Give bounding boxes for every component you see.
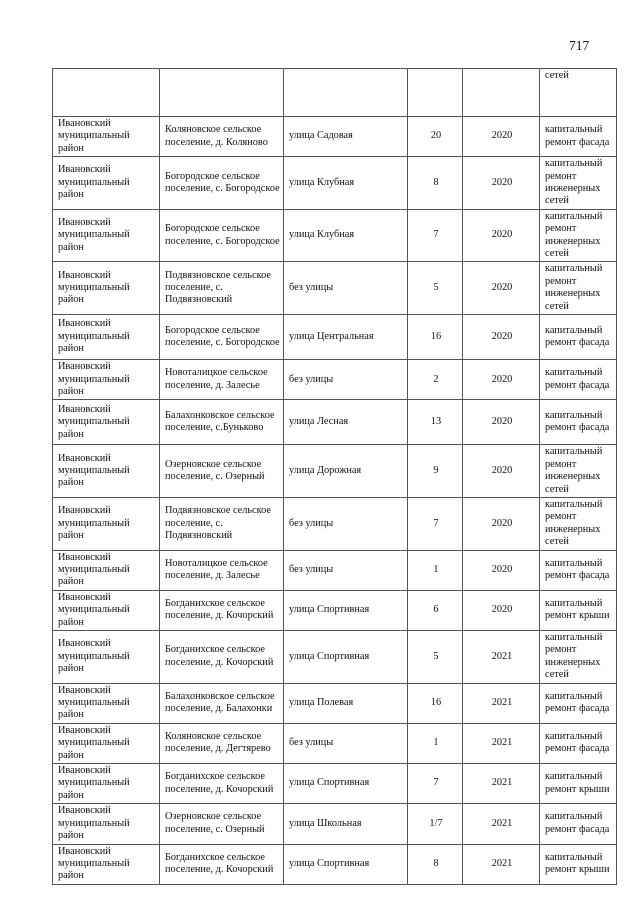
- table-row: [53, 360, 617, 400]
- house-number-cell: 13: [408, 400, 463, 445]
- street-cell: улица Спортивная: [284, 631, 408, 684]
- street-cell: улица Спортивная: [284, 844, 408, 884]
- street-cell: без улицы: [284, 262, 408, 315]
- street-cell: улица Полевая: [284, 683, 408, 723]
- table-row: [53, 764, 617, 804]
- settlement-cell: Подвязновское сельское поселение, с. Подвязновский: [160, 497, 284, 550]
- work-type-cell: капитальный ремонт инженерных сетей: [540, 631, 617, 684]
- year-cell: 2020: [463, 497, 540, 550]
- work-type-cell: капитальный ремонт инженерных сетей: [540, 157, 617, 210]
- house-number-cell: 7: [408, 209, 463, 262]
- district-cell: Ивановский муниципальный район: [53, 445, 160, 498]
- year-cell: 2021: [463, 804, 540, 844]
- work-type-cell: капитальный ремонт фасада: [540, 360, 617, 400]
- street-cell: без улицы: [284, 497, 408, 550]
- house-number-cell: 7: [408, 764, 463, 804]
- district-cell: Ивановский муниципальный район: [53, 360, 160, 400]
- table-row: [53, 804, 617, 844]
- house-number-cell: [408, 69, 463, 117]
- settlement-cell: [160, 69, 284, 117]
- district-cell: Ивановский муниципальный район: [53, 804, 160, 844]
- year-cell: 2020: [463, 445, 540, 498]
- work-type-cell: капитальный ремонт крыши: [540, 590, 617, 630]
- house-number-cell: 6: [408, 590, 463, 630]
- year-cell: 2020: [463, 360, 540, 400]
- street-cell: без улицы: [284, 723, 408, 763]
- work-type-cell: капитальный ремонт фасада: [540, 117, 617, 157]
- district-cell: Ивановский муниципальный район: [53, 262, 160, 315]
- work-type-cell: капитальный ремонт фасада: [540, 315, 617, 360]
- settlement-cell: Подвязновское сельское поселение, с. Подвязновский: [160, 262, 284, 315]
- work-type-cell: капитальный ремонт крыши: [540, 844, 617, 884]
- settlement-cell: Богданихское сельское поселение, д. Кочорский: [160, 590, 284, 630]
- work-type-cell: капитальный ремонт инженерных сетей: [540, 209, 617, 262]
- year-cell: 2021: [463, 723, 540, 763]
- year-cell: 2021: [463, 631, 540, 684]
- work-type-cell: капитальный ремонт инженерных сетей: [540, 445, 617, 498]
- table-row: [53, 69, 617, 117]
- district-cell: Ивановский муниципальный район: [53, 723, 160, 763]
- street-cell: улица Клубная: [284, 157, 408, 210]
- work-type-cell: капитальный ремонт фасада: [540, 400, 617, 445]
- district-cell: Ивановский муниципальный район: [53, 631, 160, 684]
- street-cell: улица Лесная: [284, 400, 408, 445]
- settlement-cell: Богданихское сельское поселение, д. Кочорский: [160, 844, 284, 884]
- year-cell: 2020: [463, 590, 540, 630]
- work-type-cell: сетей: [540, 69, 617, 117]
- work-type-cell: капитальный ремонт фасада: [540, 550, 617, 590]
- house-number-cell: 1: [408, 550, 463, 590]
- settlement-cell: Балахонковское сельское поселение, д. Балахонки: [160, 683, 284, 723]
- house-number-cell: 5: [408, 631, 463, 684]
- district-cell: Ивановский муниципальный район: [53, 764, 160, 804]
- district-cell: Ивановский муниципальный район: [53, 315, 160, 360]
- house-number-cell: 8: [408, 844, 463, 884]
- district-cell: Ивановский муниципальный район: [53, 209, 160, 262]
- table-row: [53, 844, 617, 884]
- year-cell: 2021: [463, 844, 540, 884]
- housing-repair-table: [52, 68, 617, 885]
- table-row: [53, 445, 617, 498]
- house-number-cell: 7: [408, 497, 463, 550]
- settlement-cell: Новоталицкое сельское поселение, д. Залесье: [160, 550, 284, 590]
- settlement-cell: Богородское сельское поселение, с. Богородское: [160, 209, 284, 262]
- year-cell: 2020: [463, 157, 540, 210]
- street-cell: улица Садовая: [284, 117, 408, 157]
- table-row: [53, 631, 617, 684]
- table-row: [53, 590, 617, 630]
- district-cell: [53, 69, 160, 117]
- street-cell: улица Дорожная: [284, 445, 408, 498]
- work-type-cell: капитальный ремонт фасада: [540, 723, 617, 763]
- district-cell: Ивановский муниципальный район: [53, 550, 160, 590]
- district-cell: Ивановский муниципальный район: [53, 590, 160, 630]
- settlement-cell: Богданихское сельское поселение, д. Кочорский: [160, 764, 284, 804]
- house-number-cell: 9: [408, 445, 463, 498]
- house-number-cell: 8: [408, 157, 463, 210]
- year-cell: 2020: [463, 315, 540, 360]
- street-cell: улица Клубная: [284, 209, 408, 262]
- street-cell: [284, 69, 408, 117]
- settlement-cell: Озерновское сельское поселение, с. Озерный: [160, 445, 284, 498]
- house-number-cell: 1: [408, 723, 463, 763]
- house-number-cell: 5: [408, 262, 463, 315]
- settlement-cell: Коляновское сельское поселение, д. Дегтярево: [160, 723, 284, 763]
- year-cell: 2020: [463, 117, 540, 157]
- table-row: [53, 723, 617, 763]
- street-cell: улица Центральная: [284, 315, 408, 360]
- page-number: 717: [569, 38, 590, 53]
- year-cell: 2020: [463, 550, 540, 590]
- year-cell: 2021: [463, 764, 540, 804]
- district-cell: Ивановский муниципальный район: [53, 844, 160, 884]
- table-row: [53, 400, 617, 445]
- house-number-cell: 16: [408, 315, 463, 360]
- street-cell: улица Спортивная: [284, 590, 408, 630]
- house-number-cell: 2: [408, 360, 463, 400]
- table-row: [53, 683, 617, 723]
- table-row: [53, 497, 617, 550]
- district-cell: Ивановский муниципальный район: [53, 497, 160, 550]
- table-row: [53, 209, 617, 262]
- table-row: [53, 117, 617, 157]
- street-cell: без улицы: [284, 550, 408, 590]
- year-cell: 2021: [463, 683, 540, 723]
- work-type-cell: капитальный ремонт фасада: [540, 683, 617, 723]
- table-row: [53, 550, 617, 590]
- table-row: [53, 157, 617, 210]
- settlement-cell: Озерновское сельское поселение, с. Озерный: [160, 804, 284, 844]
- house-number-cell: 20: [408, 117, 463, 157]
- year-cell: 2020: [463, 262, 540, 315]
- street-cell: без улицы: [284, 360, 408, 400]
- table-row: [53, 315, 617, 360]
- settlement-cell: Богданихское сельское поселение, д. Кочорский: [160, 631, 284, 684]
- district-cell: Ивановский муниципальный район: [53, 400, 160, 445]
- table-row: [53, 262, 617, 315]
- year-cell: [463, 69, 540, 117]
- work-type-cell: капитальный ремонт фасада: [540, 804, 617, 844]
- district-cell: Ивановский муниципальный район: [53, 157, 160, 210]
- house-number-cell: 1/7: [408, 804, 463, 844]
- district-cell: Ивановский муниципальный район: [53, 683, 160, 723]
- settlement-cell: Богородское сельское поселение, с. Богородское: [160, 315, 284, 360]
- settlement-cell: Новоталицкое сельское поселение, д. Залесье: [160, 360, 284, 400]
- year-cell: 2020: [463, 209, 540, 262]
- work-type-cell: капитальный ремонт крыши: [540, 764, 617, 804]
- house-number-cell: 16: [408, 683, 463, 723]
- settlement-cell: Коляновское сельское поселение, д. Коляново: [160, 117, 284, 157]
- settlement-cell: Богородское сельское поселение, с. Богородское: [160, 157, 284, 210]
- settlement-cell: Балахонковское сельское поселение, с.Буньково: [160, 400, 284, 445]
- work-type-cell: капитальный ремонт инженерных сетей: [540, 262, 617, 315]
- work-type-cell: капитальный ремонт инженерных сетей: [540, 497, 617, 550]
- street-cell: улица Спортивная: [284, 764, 408, 804]
- street-cell: улица Школьная: [284, 804, 408, 844]
- year-cell: 2020: [463, 400, 540, 445]
- district-cell: Ивановский муниципальный район: [53, 117, 160, 157]
